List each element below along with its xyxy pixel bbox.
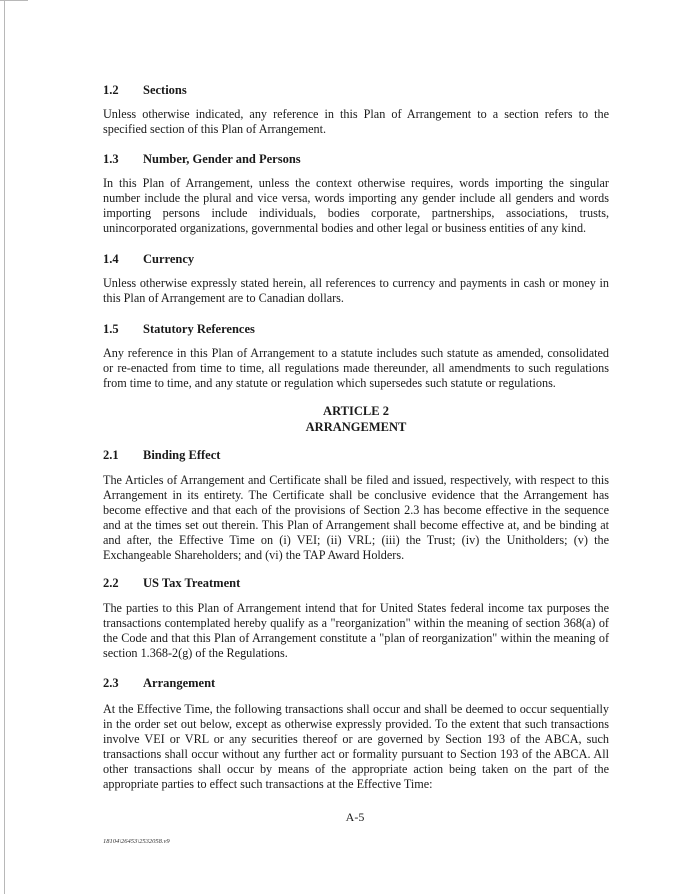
section-number: 1.5 xyxy=(103,322,119,336)
section-title: Sections xyxy=(143,83,187,97)
article-number: ARTICLE 2 xyxy=(323,404,389,418)
section-text-2-2: The parties to this Plan of Arrangement intend that for United States federal income tax purposes the transactions contemplated hereby qualify as a "reorganization" within the meaning of section 368(a) of the Code and that this Plan of Arrangement constitute a "plan of reorganization" within the meaning of section 1.368-2(g) of the Regulations. xyxy=(103,601,609,661)
section-heading-1-4 xyxy=(103,252,194,267)
section-number: 1.4 xyxy=(103,252,119,266)
section-title: US Tax Treatment xyxy=(143,576,241,590)
section-heading-2-1 xyxy=(103,448,220,463)
section-text-1-3: In this Plan of Arrangement, unless the context otherwise requires, words importing the singular number include the plural and vice versa, words importing any gender include all genders and words importing persons include individuals, bodies corporate, partnerships, associations, trusts, unincorporated organizations, governmental bodies and other legal or business entities of any kind. xyxy=(103,176,609,236)
section-title: Binding Effect xyxy=(143,448,221,462)
section-heading-1-5 xyxy=(103,322,255,337)
section-text-1-4: Unless otherwise expressly stated herein, all references to currency and payments in cash or money in this Plan of Arrangement are to Canadian dollars. xyxy=(103,276,609,306)
article-heading xyxy=(250,403,462,435)
page-number: A-5 xyxy=(345,810,365,824)
scan-edge-top xyxy=(0,0,28,1)
section-title: Statutory References xyxy=(143,322,255,336)
section-number: 2.1 xyxy=(103,448,119,462)
section-number: 2.3 xyxy=(103,676,119,690)
section-heading-2-2 xyxy=(103,576,240,591)
section-title: Arrangement xyxy=(143,676,216,690)
section-heading-2-3 xyxy=(103,676,215,691)
scan-edge-left xyxy=(4,0,5,894)
section-number: 2.2 xyxy=(103,576,119,590)
section-title: Currency xyxy=(143,252,195,266)
article-title: ARRANGEMENT xyxy=(305,420,407,434)
section-text-1-5: Any reference in this Plan of Arrangement to a statute includes such statute as amended, consolidated or re-enacted from time to time, all regulations made thereunder, all amendments to such regulations from time to time, and any statute or regulation which supersedes such statute or regulations. xyxy=(103,346,609,391)
section-text-2-1: The Articles of Arrangement and Certificate shall be filed and issued, respectively, with respect to this Arrangement in its entirety. The Certificate shall be conclusive evidence that the Arrangement has become effective and that each of the provisions of Section 2.3 has become effective in the sequence and at the times set out therein. This Plan of Arrangement shall become effective at, and be binding at and after, the Effective Time on (i) VEI; (ii) VRL; (iii) the Trust; (iv) the Unitholders; (v) the Exchangeable Shareholders; and (vi) the TAP Award Holders. xyxy=(103,473,609,563)
section-title: Number, Gender and Persons xyxy=(143,152,301,166)
section-number: 1.3 xyxy=(103,152,119,166)
section-number: 1.2 xyxy=(103,83,119,97)
document-code: 18104\26453\2532058.v9 xyxy=(103,838,170,845)
section-text-1-2: Unless otherwise indicated, any reference in this Plan of Arrangement to a section refers to the specified section of this Plan of Arrangement. xyxy=(103,107,609,137)
section-heading-1-3 xyxy=(103,152,301,167)
section-heading-1-2 xyxy=(103,83,187,98)
section-text-2-3: At the Effective Time, the following transactions shall occur and shall be deemed to occur sequentially in the order set out below, except as otherwise expressly provided. To the extent that such transactions involve VEI or VRL or any securities thereof or are governed by Section 193 of the ABCA, such transactions shall occur without any further act or formality pursuant to Section 193 of the ABCA. All other transactions shall occur by means of the appropriate action being taken on the part of the appropriate parties to effect such transactions at the Effective Time: xyxy=(103,702,609,792)
